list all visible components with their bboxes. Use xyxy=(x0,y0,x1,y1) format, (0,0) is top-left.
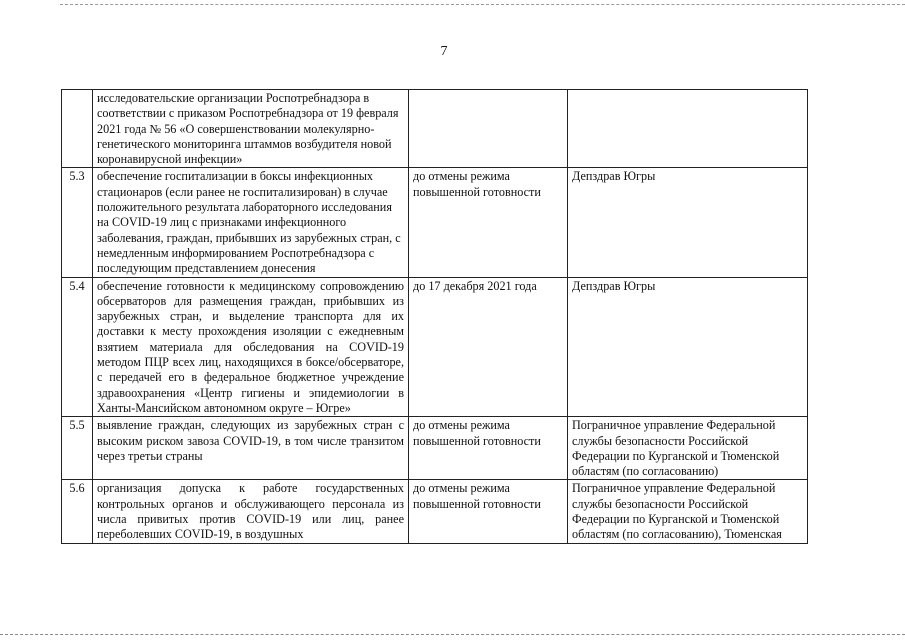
table-row xyxy=(62,417,808,480)
row-number: 5.4 xyxy=(62,277,93,417)
scan-edge-top xyxy=(60,4,905,5)
responsible-text: Депздрав Югры xyxy=(568,168,808,277)
measure-text: обеспечение готовности к медицинскому сопровождению обсерваторов для размещения граждан, прибывших из зарубежных стран, и выделение транспорта для их доставки к месту прохождения изоляции с ежедневным взятием материала для обследования на COVID-19 методом ПЦР всех лиц, находящихся в боксе/обсерваторе, с передачей его в федеральное бюджетное учреждение здравоохранения «Центр гигиены и эпидемиологии в Ханты-Мансийском автономном округе – Югре» xyxy=(93,277,409,417)
row-number: 5.3 xyxy=(62,168,93,277)
table-row xyxy=(62,168,808,277)
measures-table xyxy=(61,89,808,544)
responsible-text: Депздрав Югры xyxy=(568,277,808,417)
responsible-text xyxy=(568,90,808,168)
table-row xyxy=(62,480,808,543)
row-number: 5.5 xyxy=(62,417,93,480)
measure-text: выявление граждан, следующих из зарубежных стран с высоким риском завоза COVID-19, в том числе транзитом через третьи страны xyxy=(93,417,409,480)
measure-text: исследовательские организации Роспотребнадзора в соответствии с приказом Роспотребнадзора от 19 февраля 2021 года № 56 «О совершенствовании молекулярно-генетического мониторинга штаммов возбудителя новой коронавирусной инфекции» xyxy=(93,90,409,168)
measure-text: обеспечение госпитализации в боксы инфекционных стационаров (если ранее не госпитализирован) в случае положительного результата лабораторного исследования на COVID-19 лиц с признаками инфекционного заболевания, граждан, прибывших из зарубежных стран, с немедленным информированием Роспотребнадзора с последующим представлением донесения xyxy=(93,168,409,277)
row-number: 5.6 xyxy=(62,480,93,543)
table-row xyxy=(62,90,808,168)
page-number: 7 xyxy=(440,44,448,59)
deadline-text: до отмены режима повышенной готовности xyxy=(409,480,568,543)
row-number xyxy=(62,90,93,168)
responsible-text: Пограничное управление Федеральной службы безопасности Российской Федерации по Курганской и Тюменской областям (по согласованию) xyxy=(568,417,808,480)
measure-text: организация допуска к работе государственных контрольных органов и обслуживающего персонала из числа привитых против COVID-19 или лиц, ранее переболевших COVID-19, в воздушных xyxy=(93,480,409,543)
deadline-text: до отмены режима повышенной готовности xyxy=(409,168,568,277)
scan-edge-bottom xyxy=(0,634,905,635)
deadline-text: до 17 декабря 2021 года xyxy=(409,277,568,417)
deadline-text: до отмены режима повышенной готовности xyxy=(409,417,568,480)
responsible-text: Пограничное управление Федеральной службы безопасности Российской Федерации по Курганской и Тюменской областям (по согласованию), Тюменская xyxy=(568,480,808,543)
deadline-text xyxy=(409,90,568,168)
table-row xyxy=(62,277,808,417)
